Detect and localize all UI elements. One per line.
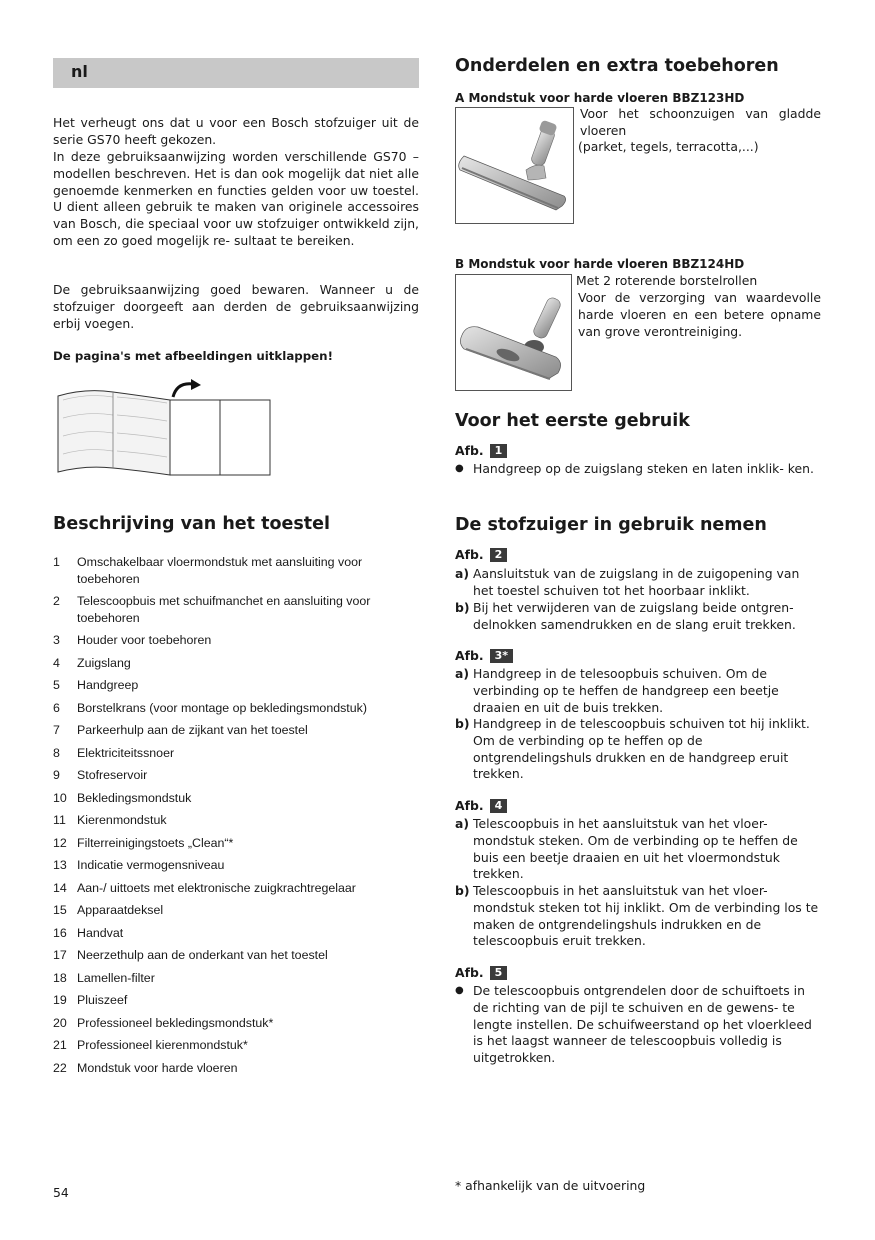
fig2-step-a: [455, 566, 821, 600]
list-item: [53, 970, 419, 987]
description-heading: Beschrijving van het toestel: [53, 514, 331, 534]
list-item-text: Pluiszeef: [77, 993, 128, 1007]
in-use-heading: De stofzuiger in gebruik nemen: [455, 515, 767, 535]
list-item-number: 10: [53, 790, 67, 805]
first-use-step: [455, 461, 821, 478]
fig4-step-a: [455, 816, 821, 883]
list-item: [53, 790, 419, 807]
afb-label: Afb.: [455, 798, 484, 813]
list-item: [53, 835, 419, 852]
fig3-step-a: [455, 666, 821, 716]
list-item-number: 20: [53, 1015, 67, 1030]
intro-paragraph-2: In deze gebruiksaanwijzing worden verschillende GS70 – modellen beschreven. Het is dan ook mogelijk dat niet alle genoemde kenmerken en functies gelden voor uw toestel. U dient alleen gebruik te maken van originele accessoires van Bosch, die speciaal voor uw stofzuiger ontwikkeld zijn, om een zo goed mogelijk re- sultaat te bereiken.: [53, 149, 419, 248]
fig5-step: [455, 983, 821, 1067]
list-item-text: Filterreinigingstoets „Clean“*: [77, 835, 234, 850]
list-item: [53, 947, 419, 964]
step-marker: b): [455, 883, 470, 898]
list-item: [53, 655, 419, 672]
accessory-a-description-2: (parket, tegels, terracotta,...): [578, 139, 759, 154]
list-item: [53, 1037, 419, 1054]
accessory-b-description-1: Met 2 roterende borstelrollen: [576, 273, 758, 288]
list-item: [53, 722, 419, 739]
list-item-number: 12: [53, 835, 67, 850]
list-item: [53, 632, 419, 649]
list-item-text: Apparaatdeksel: [77, 903, 164, 917]
list-item-text: Omschakelbaar vloermondstuk met aansluiting voor toebehoren: [77, 555, 363, 586]
list-item-number: 13: [53, 858, 67, 872]
list-item-number: 3: [53, 633, 60, 647]
list-item-number: 15: [53, 903, 67, 917]
step-text: Telescoopbuis in het aansluitstuk van het vloer- mondstuk steken tot hij inklikt. Om de verbinding los te maken de ontgrendelingshuls indrukken en de telescoopbuis eruit trekken.: [473, 883, 819, 949]
list-item: [53, 812, 419, 829]
figure-label-3: [455, 648, 513, 663]
list-item: [53, 1015, 419, 1032]
list-item-text: Aan-/ uittoets met elektronische zuigkrachtregelaar: [77, 880, 356, 895]
component-list: [53, 554, 419, 1082]
list-item-number: 8: [53, 745, 60, 760]
accessory-b-description-2: Voor de verzorging van waardevolle harde vloeren en een betere opname van grove verontreiniging.: [578, 290, 821, 339]
fold-out-note: De pagina's met afbeeldingen uitklappen!: [53, 349, 333, 363]
figure-badge: 3*: [490, 649, 513, 663]
fig3-step-b: [455, 716, 821, 783]
list-item-text: Zuigslang: [77, 655, 131, 670]
list-item: [53, 880, 419, 897]
step-marker: a): [455, 566, 470, 581]
figure-label-2: [455, 547, 507, 562]
list-item: [53, 902, 419, 919]
figure-badge: 5: [490, 966, 508, 980]
list-item-text: Stofreservoir: [77, 768, 148, 782]
step-marker: b): [455, 716, 470, 731]
afb-label: Afb.: [455, 547, 484, 562]
list-item-number: 1: [53, 555, 60, 569]
list-item-text: Indicatie vermogensniveau: [77, 858, 225, 872]
list-item-number: 11: [53, 813, 66, 827]
list-item-number: 7: [53, 723, 60, 737]
list-item-number: 16: [53, 925, 67, 940]
list-item-number: 21: [53, 1038, 67, 1052]
language-bar: [53, 58, 419, 88]
step-text: Handgreep in de telescoopbuis schuiven tot hij inklikt. Om de verbinding op te heffen op de ontgrendelingshuls drukken en de handgreep eruit trekken.: [473, 716, 810, 782]
list-item-number: 18: [53, 970, 67, 985]
afb-label: Afb.: [455, 648, 484, 663]
afb-label: Afb.: [455, 965, 484, 980]
hard-floor-nozzle-b-image: [455, 274, 572, 391]
step-marker: a): [455, 666, 470, 681]
list-item: [53, 767, 419, 784]
intro-paragraph-3: De gebruiksaanwijzing goed bewaren. Wanneer u de stofzuiger doorgeeft aan derden de gebruiksaanwijzing erbij voegen.: [53, 282, 419, 331]
list-item-number: 5: [53, 678, 60, 692]
list-item-text: Neerzethulp aan de onderkant van het toestel: [77, 948, 328, 962]
list-item-text: Mondstuk voor harde vloeren: [77, 1060, 238, 1075]
list-item-text: Telescoopbuis met schuifmanchet en aansluiting voor toebehoren: [77, 594, 371, 625]
accessory-a-description-1: Voor het schoonzuigen van gladde vloeren: [580, 106, 821, 138]
list-item-number: 17: [53, 948, 67, 962]
list-item: [53, 1060, 419, 1077]
list-item-text: Bekledingsmondstuk: [77, 790, 192, 805]
figure-badge: 2: [490, 548, 508, 562]
list-item-text: Handgreep: [77, 678, 139, 692]
list-item: [53, 700, 419, 717]
figure-label-1: [455, 443, 507, 458]
list-item-text: Kierenmondstuk: [77, 813, 167, 827]
list-item-number: 22: [53, 1060, 67, 1075]
step-text: Bij het verwijderen van de zuigslang beide ontgren- delnokken samendrukken en de slang eruit trekken.: [473, 600, 796, 632]
list-item: [53, 745, 419, 762]
list-item-number: 6: [53, 700, 60, 715]
list-item-text: Elektriciteitssnoer: [77, 745, 175, 760]
list-item-text: Houder voor toebehoren: [77, 633, 212, 647]
list-item-text: Parkeerhulp aan de zijkant van het toestel: [77, 723, 308, 737]
fig2-step-b: [455, 600, 821, 634]
accessories-heading: Onderdelen en extra toebehoren: [455, 56, 779, 76]
step-text: Telescoopbuis in het aansluitstuk van het vloer- mondstuk steken. Om de verbinding op te heffen de buis een beetje draaien en uit het vloermondstuk trekken.: [473, 816, 798, 882]
list-item-text: Professioneel bekledingsmondstuk*: [77, 1015, 274, 1030]
step-marker: b): [455, 600, 470, 615]
list-item-text: Lamellen-filter: [77, 970, 155, 985]
list-item: [53, 857, 419, 874]
accessory-a-title: A Mondstuk voor harde vloeren BBZ123HD: [455, 91, 745, 105]
fold-out-pages-illustration: [55, 378, 275, 478]
list-item-number: 19: [53, 993, 67, 1007]
footnote: * afhankelijk van de uitvoering: [455, 1178, 646, 1193]
step-text: Aansluitstuk van de zuigslang in de zuigopening van het toestel schuiven tot het hoorbaar inklikt.: [473, 566, 800, 598]
list-item: [53, 992, 419, 1009]
step-text: Handgreep in de telesoopbuis schuiven. Om de verbinding op te heffen de handgreep een beetje draaien en uit de buis trekken.: [473, 666, 779, 715]
language-code: nl: [71, 62, 88, 81]
figure-label-4: [455, 798, 507, 813]
list-item-number: 14: [53, 880, 67, 895]
accessory-b-title: B Mondstuk voor harde vloeren BBZ124HD: [455, 257, 745, 271]
list-item-text: Professioneel kierenmondstuk*: [77, 1038, 248, 1052]
hard-floor-nozzle-a-image: [455, 107, 574, 224]
figure-badge: 4: [490, 799, 508, 813]
list-item-number: 4: [53, 655, 60, 670]
list-item-number: 2: [53, 594, 60, 608]
list-item: [53, 554, 419, 587]
list-item-number: 9: [53, 768, 60, 782]
list-item: [53, 593, 419, 626]
step-text: Handgreep op de zuigslang steken en laten inklik- ken.: [473, 461, 814, 476]
list-item-text: Borstelkrans (voor montage op bekledingsmondstuk): [77, 700, 367, 715]
figure-label-5: [455, 965, 507, 980]
bullet-mark: ●: [455, 985, 464, 996]
bullet-mark: ●: [455, 463, 464, 474]
fig4-step-b: [455, 883, 821, 950]
list-item-text: Handvat: [77, 925, 124, 940]
afb-label: Afb.: [455, 443, 484, 458]
figure-badge: 1: [490, 444, 508, 458]
list-item: [53, 925, 419, 942]
page-number: 54: [53, 1185, 69, 1200]
list-item: [53, 677, 419, 694]
first-use-heading: Voor het eerste gebruik: [455, 411, 690, 431]
step-text: De telescoopbuis ontgrendelen door de schuiftoets in de richting van de pijl te schuiven en de gewens- te lengte instellen. De schuifweerstand op het vloerkleed is het laagst wanneer de telescoopbuis volledig is uitgetrokken.: [473, 983, 812, 1066]
intro-paragraph-1: Het verheugt ons dat u voor een Bosch stofzuiger uit de serie GS70 heeft gekozen.: [53, 115, 419, 147]
step-marker: a): [455, 816, 470, 831]
